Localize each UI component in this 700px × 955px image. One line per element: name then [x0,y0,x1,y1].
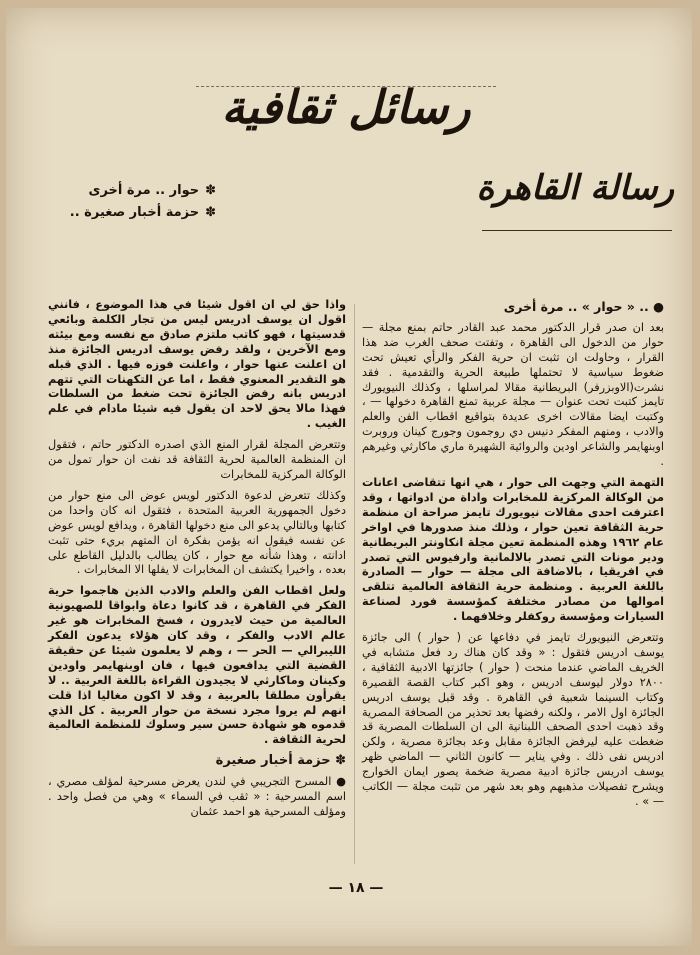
paragraph: ● المسرح التجريبي في لندن يعرض مسرحية لمؤلف مصري ، اسم المسرحية : « ثقب في السماء » وهي من فصل واحد . ومؤلف المسرحية هو احمد عثمان [48,775,346,818]
table-of-contents [46,180,216,224]
paragraph-bold: ولعل اقطاب الفن والعلم والادب الذين هاجموا حرية الفكر في القاهرة ، قد كانوا دعاة وابواقا للصهيونية العالمية من حيث لايدرون ، فسخ المخابرات هو غير عالم الادب والفكر ، وقد كان هؤلاء يدعون الفكر الليبرالي — الحر — ، وهم لا يعلمون شيئا عن حقيقة القضية التي يدافعون فيها ، فان اوبنهايمر واودين وكينان وماكارثي لا يجيدون القراءة باللغة العربية .. لا يقرأون مطلقا بالعربية ، وقد لا اكون مغاليا اذا قلت انهم لم يروا مجرد نسخة من حوار العربية . كل الذي قدموه هو شهادة حسن سير وسلوك للمنظمة العالمية لحرية الثقافة . [48,584,346,747]
section-rule [482,230,672,231]
asterisk-icon: ✽ [205,205,216,220]
left-column [48,298,346,826]
toc-item: ✽حوار .. مرة أخرى [88,183,216,198]
news-subhead: ✽ حزمة أخبار صغيرة [215,753,346,769]
paragraph: وتتعرض النيويورك تايمز في دفاعها عن ( حوار ) الى جائزة يوسف ادريس فتقول : « وقد كان هناك رد فعل متشابه في الخريف الماضي عندما منحت ( حوار ) جائزتها الادبية الثقافية ، ٢٨٠٠ دولار ليوسف ادريس ، وهو اكبر كتاب القصة القصيرة وكتاب السينما شعبية في القاهرة . وقد قبل يوسف ادريس الجائزة اول الامر ، ولكنه رفضها بعد تحذير من الصحافة المصرية وقد ذهبت احدى الصحف اللبنانية الى ان السلطات المصرية قد ضغطت عليه ليرفض الجائزة مقابل وعد بجائزة مصرية ، ولكن ادريس نفى ذلك . وفي يناير — كانون الثاني — الماضي ظهر يوسف ادريس جائزة ادبية مصرية ضخمة يصور ايمان الخوارج ويشرح تفصيلات مذهبهم وهو بعد شهر من تثبت مجلة — الكاتب — » . [362,631,664,808]
page-number: — ١٨ — [328,880,384,896]
article-subhead: ● .. « حوار » .. مرة أخرى [503,299,664,314]
magazine-page [6,8,692,946]
section-title: رسالة القاهرة [476,168,674,208]
paragraph: وكذلك تتعرض لدعوة الدكتور لويس عوض الى منع حوار من دخول الجمهورية العربية المتحدة ، فتقول انه كان واحدا من كتابها وبالتالي يدعو الى منع دخولها القاهرة ، ويدافع لويس عوض عن نفسه فيقول انه يؤمن بفكرة ان المتهم بريء حتى تثبت ادانته ، وهذا شأنه مع حوار ، كان يطالب بالدليل القاطع على بعده ، واخيرا يكتشف ان المخابرات لا يفلها الا المخابرات . [48,488,346,577]
paragraph-bold: التهمة التي وجهت الى حوار ، هي انها تتقاضى اعانات من الوكالة المركزية للمخابرات واداة من ادواتها ، وقد اعترفت احدى مقالات نيويورك تايمز صراحة ان منظمة حرية الثقافة تعين حوار ، وذلك منذ صدورها في اواخر عام ١٩٦٢ وهذه المنظمة تعين مجلة انكاونتر البريطانية ودير مونات التي تصدر بالالمانية وارفيوس التي تصدر في افريقيا ، بالاضافة الى مجلة — حوار — الصادرة باللغة العربية . ومنظمة حرية الثقافة العالمية تتلقى اموالها من مصادر مختلفة كمؤسسة فورد لصناعة السيارات ومؤسسة روكفلر وخلافهما . [362,475,664,624]
paragraph: وتتعرض المجلة لقرار المنع الذي اصدره الدكتور حاتم ، فتقول ان المنظمة العالمية لحرية الثقافة قد نفت ان حوار تمول من الوكالة المركزية للمخابرات [48,438,346,481]
asterisk-icon: ✽ [205,183,216,198]
right-column [362,298,664,816]
toc-item: ✽حزمة أخبار صغيرة .. [69,205,216,220]
column-divider [354,304,355,864]
paragraph-bold: واذا حق لي ان اقول شيئا في هذا الموضوع ، فانني اقول ان يوسف ادريس ليس من تجار الكلمة وبائعي قدسيتها ، فهو كاتب ملتزم صادق مع نفسه ومع بيئته ومع الآخرين ، ولقد رفض يوسف ادريس الجائزة منذ ان اعلنت عنها حوار ، واعلنت فوزه فيها . الذي قبله هو التقدير المعنوي فقط ، اما عن التكهنات التي تتهم ادريس بانه رفض الجائزة تحت ضغط من السلطات فهذا مالا يحق لاحد ان يقول فيه شيئا مادام في علم الغيب . [48,298,346,431]
main-title: رسائل ثقافية [221,80,471,134]
paragraph: بعد ان صدر قرار الدكتور محمد عبد القادر حاتم بمنع مجلة — حوار من الدخول الى القاهرة ، وتفتت صحف الغرب ضد هذا القرار ، وحاولت ان تثبت ان حرية الفكر والرأي تعيش تحت ضغوط سياسية لا تحتملها طبيعة الحرية والتقدمية . فقد نشرت(الاوبزرفر) البريطانية مقالا لمراسلها ، وكذلك النيويورك تايمز كتبت تحت عنوان — مجلة عربية تمنع القاهرة دخولها — ، وكتبت ايضا مقالات اخرى عديدة بتواقيع اقطاب الفن والعلم والادب ، ومنهم المفكر دنيس دي روجمون وجورج كينان وروبرت اوبنهايمر والشاعر اودين والروائية الشهيرة ماري ماكارثي وغيرهم . [362,320,664,469]
